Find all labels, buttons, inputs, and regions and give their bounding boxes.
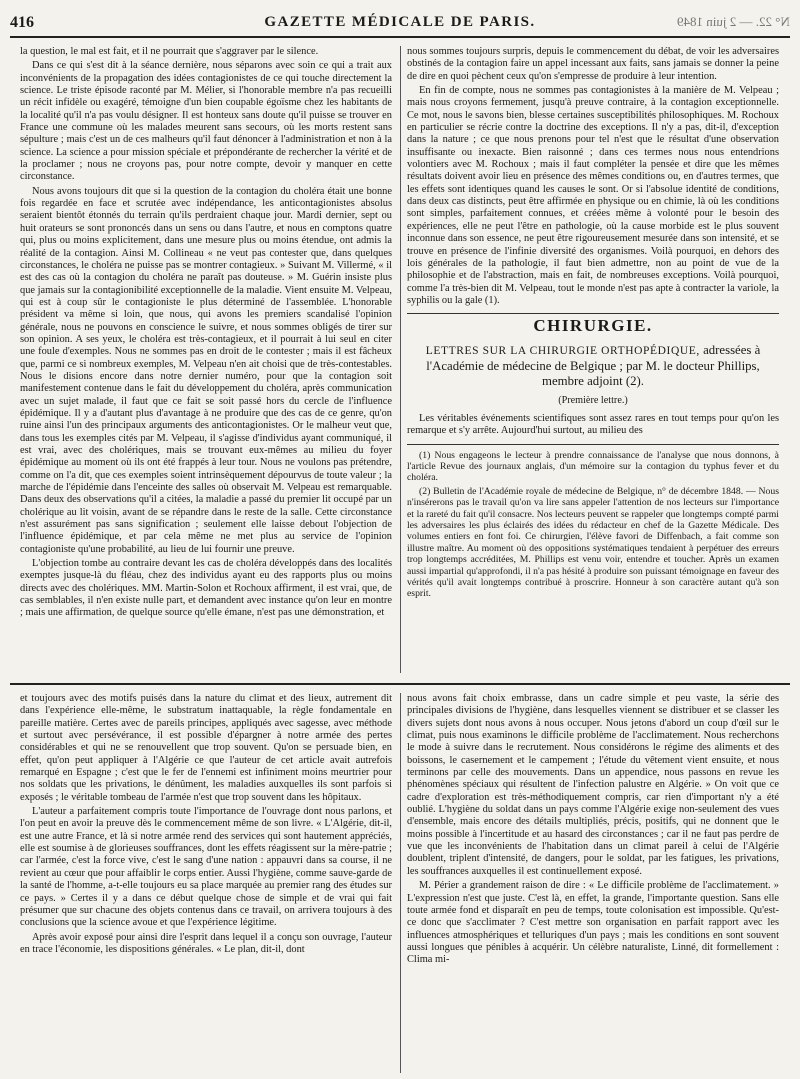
paragraph: L'objection tombe au contraire devant les cas de choléra développés dans des localités exemptes jusque-là du fléau, chez des individus ayant eu des rapports plus ou moins directs avec des cholériques. MM. Martin-Solon et Rochoux affirment, il est vrai, que, de cas semblables, il n'en existe nulle part, et demandent avec instance qu'on leur en montre ; mais une affirmation, de quelque source qu'elle émane, n'est pas une démonstration, et [20,558,392,619]
article-column-3 [20,693,392,1073]
footnote: (2) Bulletin de l'Académie royale de médecine de Belgique, n° de décembre 1848. — Nous n'insérerons pas le travail qu'on va lire sans appeler l'attention de nos lecteurs sur l'importance et la rareté du fait qu'il consacre. Nos lecteurs peuvent se rappeler que longtemps compté parmi les adversaires les plus éclairés des idées du rédacteur en chef de la Gazette Médicale. Des volumes entiers en font foi. Ce chirurgien, l'élève favori de Diffenbach, a fait comme son illustre maître. Au moment où des oppositions systématiques tendaient à perpétuer des erreurs trop longtemps accréditées, M. Phillips est venu voir, entendre et toucher. Après un examen aussi impartial qu'approfondi, il n'a pas hésité à produire son puissant témoignage en faveur des vérités qu'il avait longtemps contribué à proscrire. Honneur à son caractère autant qu'à son esprit. [407,485,779,600]
section-title: CHIRURGIE. [533,316,653,336]
article-column-4 [407,693,779,1073]
letter-note: (Première lettre.) [558,394,628,406]
paragraph: nous avons fait choix embrasse, dans un cadre simple et peu vaste, la série des principales divisions de l'hygiène, dans lesquelles viennent se distribuer et se classer les divers sujets dont nous avons à nous occuper. Nous jetons d'abord un coup d'œil sur le climat, puis nous examinons le difficile problème de l'acclimatement. Nous recherchons le mode à suivre dans le recrutement. Nous considérons le régime des aliments et des boissons, le casernement et le campement ; l'étude du vêtement vient ensuite, et nous terminons par celle des mouvements. Dans un appendice, nous passons en revue les phénomènes spéciaux qui résultent de l'infection palustre en Algérie. » On voit que ce cadre d'exploration est très-méthodiquement compris, car rien d'important n'y a été oublié. L'hygiène du soldat dans un pays comme l'Algérie exige non-seulement des vues d'ensemble, mais encore des détails multipliés, précis, positifs, qui ne donnent que le moins possible à l'incertitude et au hasard des circonstances ; car il ne faut pas perdre de vue que les inconvénients de l'habitation dans un climat pareil à celui de l'Algérie doublent, triplent d'intensité, de dangers, pour le soldat, par les fatigues, les privations, les souffrances auxquelles il est continuellement exposé. [407,693,779,877]
paragraph: En fin de compte, nous ne sommes pas contagionistes à la manière de M. Velpeau ; mais nous croyons fermement, jusqu'à preuve contraire, à la contagion exceptionnelle. Ce mot, nous le savons bien, blesse certaines susceptibilités philosophiques. M. Rochoux en particulier se récrie contre la doctrine des exceptions. Il n'y a pas, dit-il, d'exception dans la nature ; ce que nous prenons pour tel n'est que le résultat d'une observation insuffisante ou inexacte. Bien raisonné ; dans ces termes nous nous entendrions volontiers avec M. Rochoux ; mais il faut compléter la pensée et dire que les mêmes résultats doivent avoir lieu en présence des mêmes conditions ou, en d'autres termes, que les effets sont identiques quand les causes le sont. Or si l'absolue identité de conditions, dans deux cas distincts, peut être affirmée en physique ou en chimie, là où les conditions sont simples, parfaitement connues, et créées même à volonté pour le besoin des expériences, elle ne peut l'être en pathologie, où la cause morbide est le plus souvent inconnue dans son essence, ne peut être rigoureusement mesurée dans son intensité, et se trouve en présence de l'infinie diversité des organismes. Voilà pourquoi, en dehors des lois générales de la pathologie, il faut bien admettre, non au point de vue de la philosophie et de l'abstraction, mais en fait, de nombreuses exceptions. Voilà pourquoi, comme l'a très-bien dit M. Velpeau, tout le monde n'est pas apte à contracter la variole, la syphilis ou la gale (1). [407,85,779,306]
article-subtitle [407,343,779,389]
footnote: (1) Nous engageons le lecteur à prendre connaissance de l'analyse que nous donnons, à l'article Revue des journaux anglais, d'un mémoire sur la contagion du typhus fever et du choléra. [407,449,779,484]
paragraph: la question, le mal est fait, et il ne pourrait que s'aggraver par le silence. [20,46,319,57]
subtitle-rest: adressées à l'Académie de médecine de Belgique ; par M. le docteur Phillips, membre adjoint (2). [426,342,761,388]
paragraph: M. Périer a grandement raison de dire : « Le difficile problème de l'acclimatement. » L'expression n'est que juste. C'est là, en effet, la grande, l'importante question. Sans elle toute armée fond et disparaît en peu de temps, toute colonisation est impossible. Qu'est-ce donc que s'acclimater ? C'est mettre son organisation en parfait rapport avec les influences atmosphériques et telluriques d'un pays ; mais les conditions en sont souvent aussi longues que pénibles à acquérir. Un célèbre naturaliste, Linné, dit formellement : Clima mi- [407,880,779,966]
page-header [10,14,790,38]
paragraph: Nous avons toujours dit que si la question de la contagion du choléra était une bonne fois regardée en face et scrutée avec indépendance, les anticontagionistes absolus seraient bientôt étonnés du terrain qu'ils perdraient chaque jour. Mardi dernier, sept ou huit orateurs se sont prononcés dans un sens ou dans l'autre, et nous en comptons quatre qui, plus ou moins explicitement, dans une mesure plus ou moins étendue, ont admis la réalité de la contagion. Ainsi M. Collineau « ne veut pas contester que, dans quelques circonstances, le choléra ne puisse pas se montrer contagieux. » Suivant M. Villermé, « il est des cas où la contagion du choléra ne paraît pas douteuse. » M. Guérin insiste plus que jamais sur la contagionibilité exceptionnelle de la maladie. Vient ensuite M. Velpeau, qui est à coup sûr le contagioniste le plus déterminé de l'assemblée. L'honorable président va même si loin, que nous, qui avons les premiers scandalisé l'opinion générale, nous ne pouvons en conscience le suivre, et nous sommes obligés de tirer sur son opinion. A ses yeux, le choléra est très-contagieux, et il pourrait à lui seul en citer une foule d'exemples. Nous ne sommes pas en droit de le contester ; mais il est fâcheux que, parmi ce si nombreux exemples, M. Velpeau n'en ait choisi que de très-contestables. Nous le disions encore dans notre dernier numéro, pour que la contagion soit manifestement contenue dans le fait du développement du choléra, après communication avec un sujet malade, il faut que ce fait se soit passé hors du cercle de l'influence épidémique. Il y a d'autant plus d'avantage à ne produire que des cas de ce genre, qu'on ruine ainsi l'un des principaux arguments des anticontagionistes. Or le malheur veut que, dans tous les exemples cités par M. Velpeau, il s'agisse d'individus ayant communiqué, il est vrai, avec des cholériques, mais se trouvant eux-mêmes au milieu du foyer épidémique au moment où ils ont été frappés à leur tour. Nous ne voulons pas prétendre, comme on l'a dit, que ces exemples soient intrinsèquement dépourvus de toute valeur ; la marche de l'épidémie dans l'enceinte des salles où observait M. Velpeau est remarquable. Dans deux des observations qu'il a citées, la maladie a passé du premier lit occupé par un cholérique au lit voisin, avant de se répandre dans le reste de la salle. Cette circonstance n'est assurément pas sans signification ; seulement elle laisse debout l'objection de l'influence épidémique, et par cela même ne met plus au service de l'opinion contagioniste qu'une probabilité, au lieu de lui fournir une preuve. [20,185,392,555]
paragraph: L'auteur a parfaitement compris toute l'importance de l'ouvrage dont nous parlons, et l'on peut en avoir la preuve dès le commencement même de son livre. « L'Algérie, dit-il, est une autre France, et là si notre armée rend des services qui sont hautement appréciés, elle est soumise à de glorieuses souffrances, dont les effets réagissent sur la mère-patrie ; car l'armée, c'est la force vive, c'est le sang d'une nation : appauvri dans sa course, il ne revient au cœur que pour affaiblir le corps entier. Aussi l'hygiène, comme sauve-garde de la santé de l'homme, a-t-elle toujours eu sa place marquée au premier rang des études sur ce pays. » Certes il y a dans ce début quelque chose de simple et de vrai qui fait présumer que sur chacune des objets contenus dans ce travail, on arrivera toujours à des conclusions que la science avoue et que l'expérience légitime. [20,806,392,929]
footnote-divider [407,444,779,445]
column-divider [400,693,401,1073]
subtitle-caps: LETTRES SUR LA CHIRURGIE ORTHOPÉDIQUE, [425,344,700,357]
paragraph: Dans ce qui s'est dit à la séance dernière, nous séparons avec soin ce qui a trait aux inconvénients de la propagation des idées contagionistes de ce qui touche directement la science. Le triste épisode raconté par M. Mélier, si l'honorable membre n'a pas recueilli un récit infidèle ou exagéré, témoigne d'un bien coupable égoïsme chez les habitants de la localité qu'il n'a pas voulu désigner. Il est honteux sans doute qu'il puisse se trouver en France une commune où les malades meurent sans secours, où les morts restent sans sépulture ; mais c'est un de ces malheurs qu'il faut dénoncer à l'administration et non à la science. La science a pour mission spéciale et prépondérante de rechercher la vérité et de la proclamer ; nous ne croyons pas, pour notre compte, devoir y manquer en cette circonstance. [20,60,392,183]
paragraph: et toujours avec des motifs puisés dans la nature du climat et des lieux, autrement dit dans l'expérience elle-même, le substratum inattaquable, la règle fondamentale en pareille matière. Certes avec de pareils principes, appliqués avec sagesse, avec méthode et surtout avec persévérance, il est possible d'épargner à notre armée des pertes considérables et qui ne se renouvellent que trop souvent. Qu'on se persuade bien, en effet, qu'on peut appliquer à l'Algérie ce que l'auteur de cet article avait autrefois remarqué en Espagne ; c'est que le fer de l'ennemi est infiniment moins meurtrier pour nos soldats que les privations, le dénûment, les maladies auxquelles ils sont parfois si exposés ; le véritable tombeau de l'armée n'est que trop souvent dans les hôpitaux. [20,693,392,803]
column-divider [400,46,401,673]
article-column-1 [20,46,392,673]
journal-title: GAZETTE MÉDICALE DE PARIS. [264,14,536,30]
footnotes [407,450,779,600]
paragraph: nous sommes toujours surpris, depuis le commencement du débat, de voir les adversaires obstinés de la contagion faire un appel incessant aux faits, sans jamais se donner la peine de dire en quoi pèchent ceux qu'on s'empresse de produire à leur intention. [407,46,779,82]
paragraph: Les véritables événements scientifiques sont assez rares en tout temps pour qu'on les remarque et s'y arrête. Aujourd'hui surtout, au milieu des [407,412,779,437]
paragraph: Après avoir exposé pour ainsi dire l'esprit dans lequel il a conçu son ouvrage, l'auteur en trace l'économie, les dispositions générales. « Le plan, dit-il, dont [20,931,392,955]
issue-date-show-through: N° 22. — 2 juin 1849 [677,14,790,29]
section-divider [407,313,779,314]
page-number: 416 [10,14,34,31]
page-divider [10,683,790,685]
article-column-2 [407,46,779,673]
